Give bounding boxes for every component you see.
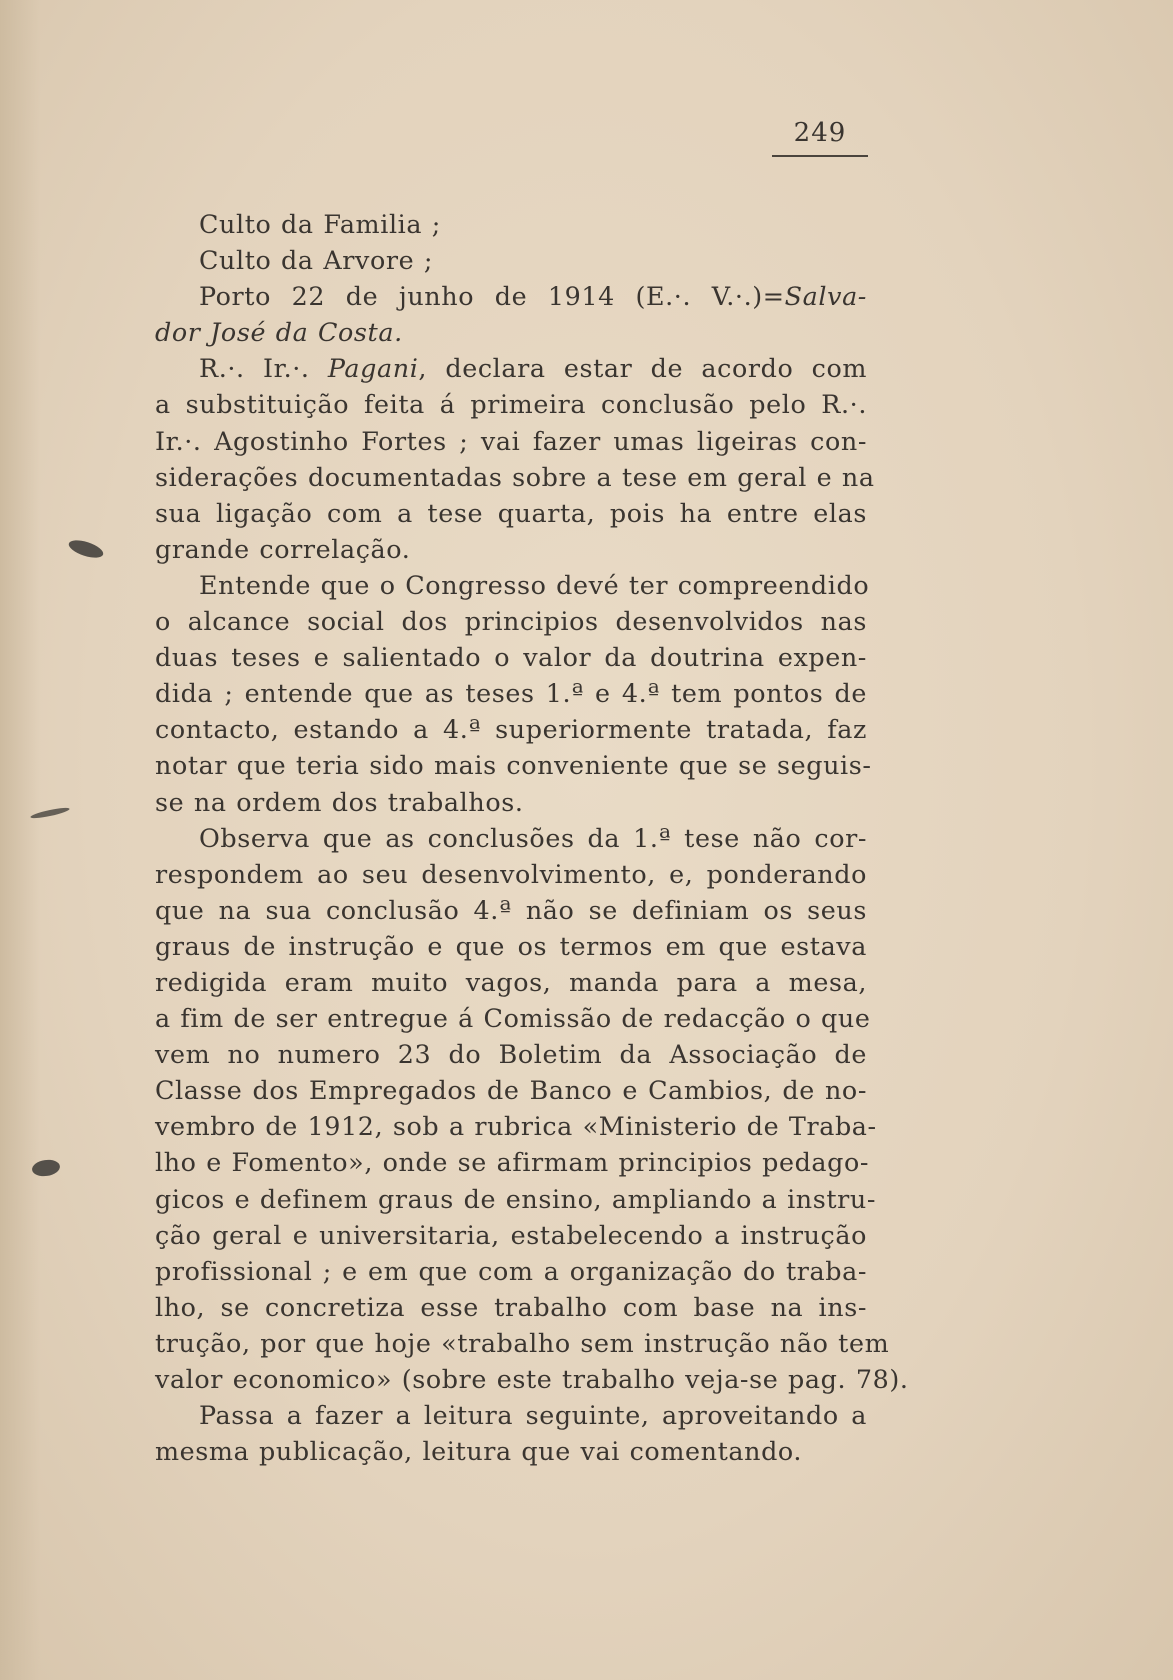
text-line [155, 1433, 867, 1469]
text-run: Observa que as conclusões da 1.ª tese não cor- [199, 822, 867, 853]
text-run: R.·. Ir.·. [199, 353, 328, 384]
text-run: Culto da Arvore ; [199, 245, 434, 276]
italic-text-run: Pagani [327, 353, 419, 384]
text-run: dida ; entende que as teses 1.ª e 4.ª tem pontos de [155, 678, 867, 709]
text-line [155, 531, 867, 567]
text-line [155, 314, 867, 350]
text-line [155, 567, 870, 603]
text-run: duas teses e salientado o valor da doutrina expen- [155, 642, 867, 673]
text-run: redigida eram muito vagos, manda para a mesa, [155, 966, 867, 997]
text-line [155, 711, 867, 747]
text-run: ção geral e universitaria, estabelecendo a instrução [155, 1219, 867, 1250]
text-line [155, 639, 867, 675]
text-run: siderações documentadas sobre a tese em geral e na [155, 461, 875, 492]
text-line [155, 495, 867, 531]
text-line [155, 242, 867, 278]
text-run: respondem ao seu desenvolvimento, e, ponderando [155, 858, 867, 889]
ink-blot [67, 537, 106, 561]
text-run: se na ordem dos trabalhos. [155, 786, 524, 817]
text-run: o alcance social dos principios desenvolvidos nas [155, 606, 867, 637]
text-run: profissional ; e em que com a organização do traba- [155, 1255, 867, 1286]
text-run: lho, se concretiza esse trabalho com base na ins- [155, 1291, 867, 1322]
text-run: vem no numero 23 do Boletim da Associação de [155, 1039, 867, 1070]
italic-text-run: Salva- [784, 281, 867, 312]
text-line [155, 1036, 867, 1072]
text-run: mesma publicação, leitura que vai comentando. [155, 1436, 803, 1467]
text-line [155, 1000, 871, 1036]
text-line [155, 892, 867, 928]
italic-text-run: dor José da Costa. [155, 317, 403, 348]
body-text [155, 206, 909, 1469]
text-line [155, 1072, 867, 1108]
text-line [155, 1361, 909, 1397]
text-run: vembro de 1912, sob a rubrica «Ministerio de Traba- [155, 1111, 877, 1142]
text-line [155, 1253, 867, 1289]
text-line [155, 784, 867, 820]
text-run: Ir.·. Agostinho Fortes ; vai fazer umas ligeiras con- [155, 425, 867, 456]
text-run: lho e Fomento», onde se afirmam principios pedago- [155, 1147, 870, 1178]
text-run: gicos e definem graus de ensino, ampliando a instru- [155, 1183, 877, 1214]
text-line [155, 459, 875, 495]
text-run: Culto da Familia ; [199, 209, 441, 239]
text-line [155, 856, 867, 892]
page-number: 249 [793, 118, 847, 148]
text-line [155, 386, 867, 422]
text-run: trução, por que hoje «trabalho sem instrução não tem [155, 1327, 890, 1358]
text-run: contacto, estando a 4.ª superiormente tratada, faz [155, 714, 867, 745]
text-run: a fim de ser entregue á Comissão de redacção o que [155, 1003, 871, 1034]
text-run: graus de instrução e que os termos em que estava [155, 930, 867, 961]
text-line [155, 928, 867, 964]
text-line [155, 964, 867, 1000]
page-gutter-shadow [0, 0, 40, 1680]
text-line [155, 423, 867, 459]
text-line [155, 1325, 890, 1361]
text-line [155, 1181, 877, 1217]
text-line [155, 206, 867, 242]
text-run: que na sua conclusão 4.ª não se definiam os seus [155, 894, 867, 925]
text-line [155, 1217, 867, 1253]
text-run: , declara estar de acordo com [418, 353, 868, 384]
text-run: valor economico» (sobre este trabalho veja-se pag. 78). [155, 1364, 909, 1394]
text-run: Porto 22 de junho de 1914 (E.·. V.·.)= [199, 281, 785, 312]
text-line [155, 675, 867, 711]
text-run: Passa a fazer a leitura seguinte, aproveitando a [199, 1400, 867, 1431]
text-line [155, 820, 867, 856]
text-line [155, 1289, 867, 1325]
text-line [155, 350, 867, 386]
text-run: Entende que o Congresso devé ter compreendido [199, 569, 870, 600]
text-line [155, 1397, 867, 1433]
text-line [155, 278, 867, 314]
text-run: sua ligação com a tese quarta, pois ha entre elas [155, 497, 867, 528]
text-run: a substituição feita á primeira conclusão pelo R.·. [155, 389, 867, 420]
text-line [155, 1108, 877, 1144]
text-line [155, 747, 872, 783]
page-number-rule [772, 155, 868, 157]
text-run: Classe dos Empregados de Banco e Cambios, de no- [155, 1075, 867, 1106]
text-line [155, 1144, 870, 1180]
text-line [155, 603, 867, 639]
text-run: notar que teria sido mais conveniente que se seguis- [155, 750, 872, 781]
text-run: grande correlação. [155, 533, 411, 564]
